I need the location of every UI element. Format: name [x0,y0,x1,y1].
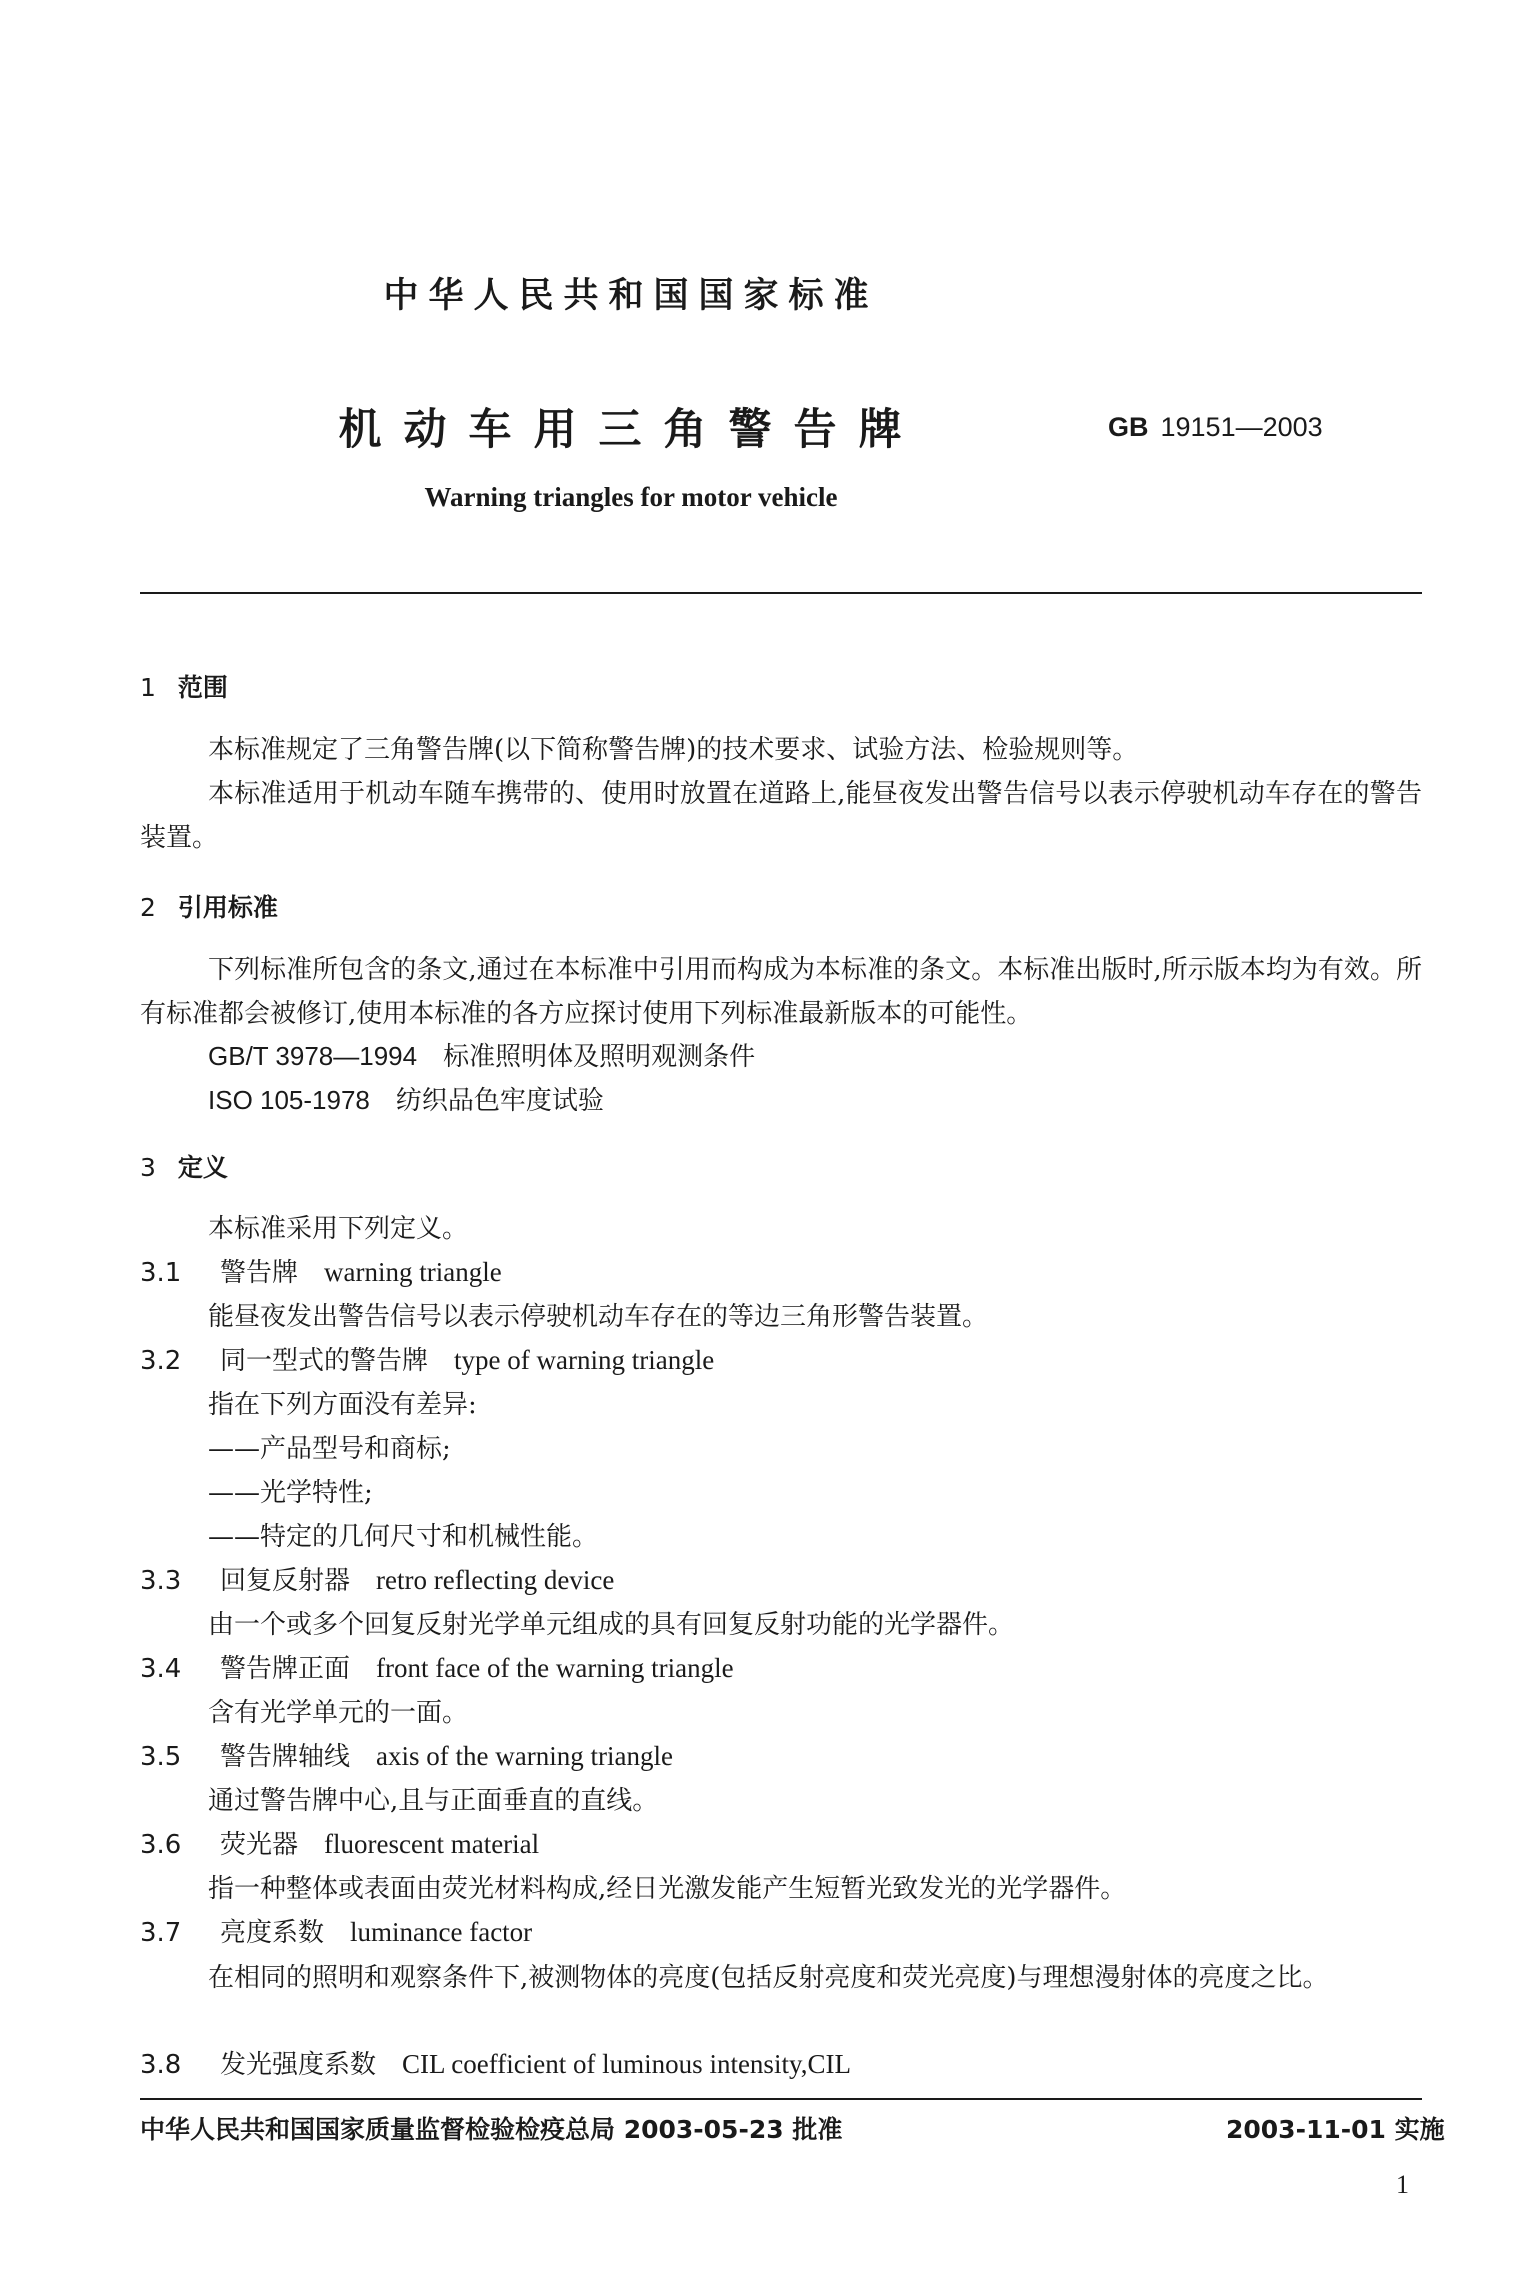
term-cn: 亮度系数 [220,1918,325,1948]
term-number: 3.4 [140,1654,182,1684]
term-cn: 警告牌正面 [220,1654,351,1684]
term-number: 3.1 [140,1258,182,1288]
document-title-en: Warning triangles for motor vehicle [424,482,838,512]
section-number: 2 [140,893,156,922]
section-title: 范围 [177,673,228,702]
list-item: ——产品型号和商标; [208,1434,451,1464]
standard-code [1108,412,1323,443]
header-divider [140,592,1422,594]
paragraph: 本标准采用下列定义。 [208,1214,469,1244]
term-en: fluorescent material [324,1829,540,1859]
section-2-heading [140,888,278,924]
term-cn: 发光强度系数 [220,2050,377,2080]
section-title: 引用标准 [177,893,278,922]
term-number: 3.7 [140,1918,182,1948]
term-3-4 [140,1648,734,1685]
term-en: front face of the warning triangle [376,1653,734,1683]
reference-item [208,1036,755,1073]
paragraph: 本标准适用于机动车随车携带的、使用时放置在道路上,能昼夜发出警告信号以表示停驶机动车存在的警告装置。 [140,779,1422,853]
standard-code-prefix: GB [1108,412,1149,442]
term-en: retro reflecting device [376,1565,615,1595]
section-number: 1 [140,673,156,702]
term-definition: 含有光学单元的一面。 [208,1698,469,1728]
term-number: 3.3 [140,1566,182,1596]
national-standard-heading: 中华人民共和国国家标准 [383,276,879,316]
term-3-2 [140,1340,714,1377]
standard-code-number: 19151—2003 [1160,412,1323,442]
term-definition: 能昼夜发出警告信号以表示停驶机动车存在的等边三角形警告装置。 [208,1302,989,1332]
term-3-7 [140,1912,532,1949]
term-3-3 [140,1560,614,1597]
section-number: 3 [140,1153,156,1182]
term-3-6 [140,1824,539,1861]
term-number: 3.6 [140,1830,182,1860]
reference-code: ISO 105-1978 [208,1085,370,1115]
term-number: 3.2 [140,1346,182,1376]
reference-name: 标准照明体及照明观测条件 [443,1042,756,1072]
term-en: axis of the warning triangle [376,1741,673,1771]
document-title-cn: 机动车用三角警告牌 [338,405,924,455]
term-3-5 [140,1736,673,1773]
reference-code: GB/T 3978—1994 [208,1041,418,1071]
paragraph: 本标准规定了三角警告牌(以下简称警告牌)的技术要求、试验方法、检验规则等。 [208,735,1139,765]
term-definition: 由一个或多个回复反射光学单元组成的具有回复反射功能的光学器件。 [208,1610,1015,1640]
term-en: warning triangle [324,1257,502,1287]
term-definition: 指一种整体或表面由荧光材料构成,经日光激发能产生短暂光致发光的光学器件。 [208,1874,1127,1904]
approval-statement: 中华人民共和国国家质量监督检验检疫总局 2003-05-23 批准 [140,2115,843,2144]
term-3-1 [140,1252,502,1289]
term-number: 3.5 [140,1742,182,1772]
implementation-date: 2003-11-01 实施 [1226,2115,1445,2144]
reference-name: 纺织品色牢度试验 [395,1086,604,1116]
section-title: 定义 [177,1153,228,1182]
term-cn: 荧光器 [220,1830,299,1860]
term-definition: 在相同的照明和观察条件下,被测物体的亮度(包括反射亮度和荧光亮度)与理想漫射体的亮度之比。 [208,1963,1329,1993]
section-1-heading [140,668,228,704]
term-cn: 回复反射器 [220,1566,351,1596]
reference-item [208,1080,604,1117]
list-item: ——特定的几何尺寸和机械性能。 [208,1522,599,1552]
term-number: 3.8 [140,2050,182,2080]
page-number: 1 [1396,2170,1409,2199]
term-cn: 警告牌 [220,1258,299,1288]
list-item: ——光学特性; [208,1478,373,1508]
term-definition: 指在下列方面没有差异: [208,1390,477,1420]
term-en: type of warning triangle [454,1345,715,1375]
term-cn: 同一型式的警告牌 [220,1346,429,1376]
term-en: luminance factor [350,1917,533,1947]
footer-divider [140,2098,1422,2100]
term-cn: 警告牌轴线 [220,1742,351,1772]
term-en: CIL coefficient of luminous intensity,CIL [402,2049,851,2079]
term-definition: 通过警告牌中心,且与正面垂直的直线。 [208,1786,659,1816]
term-3-8 [140,2044,851,2081]
section-3-heading [140,1148,228,1184]
paragraph: 下列标准所包含的条文,通过在本标准中引用而构成为本标准的条文。本标准出版时,所示版本均为有效。所有标准都会被修订,使用本标准的各方应探讨使用下列标准最新版本的可能性。 [140,955,1422,1029]
